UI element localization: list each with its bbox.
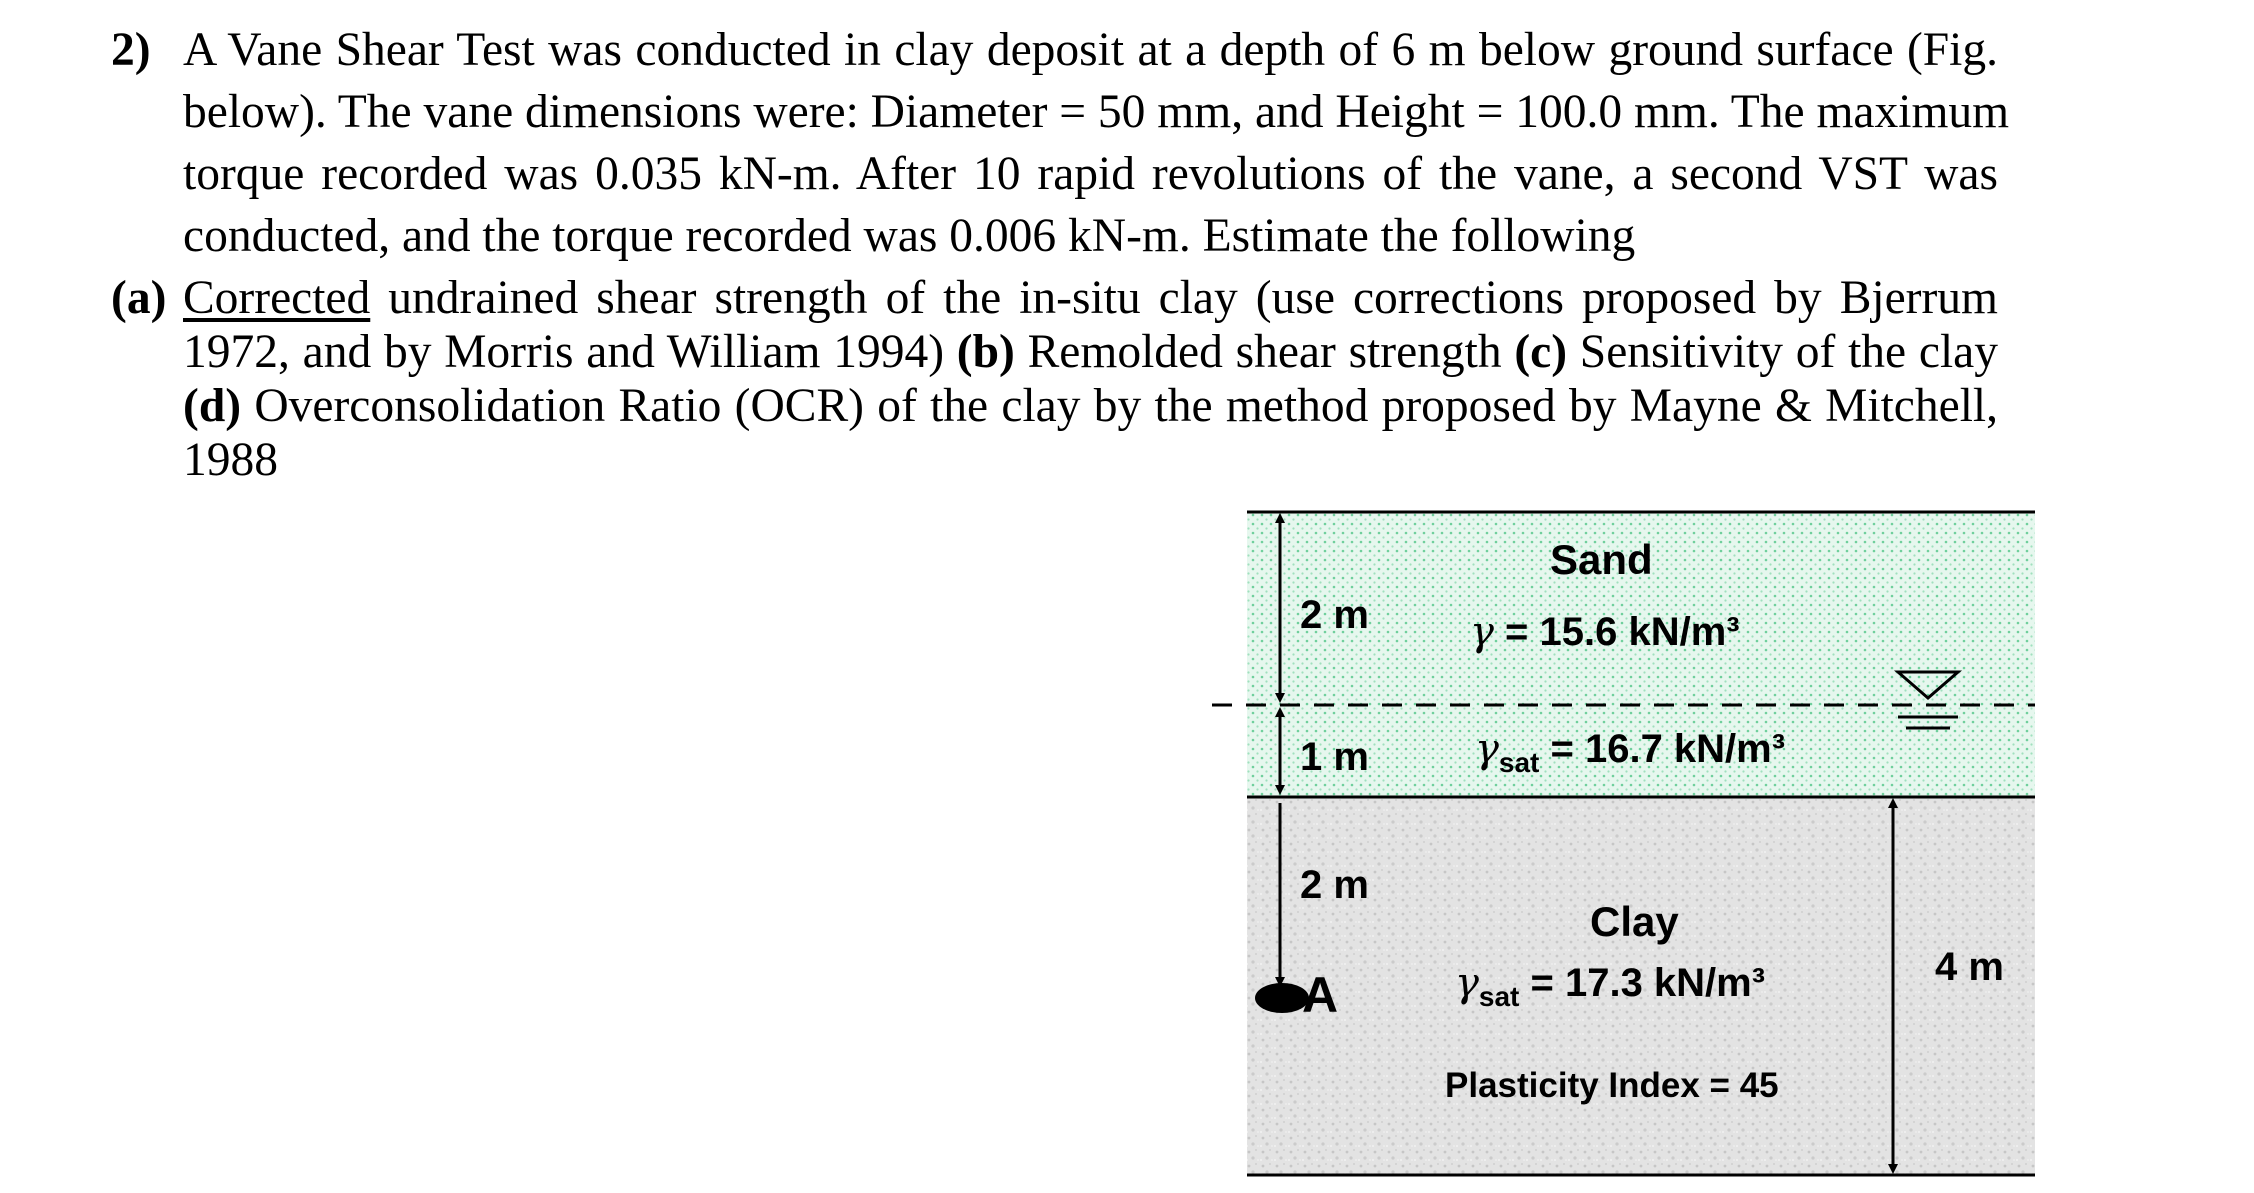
gamma-symbol: γ bbox=[1475, 726, 1499, 772]
statement-line-2: below). The vane dimensions were: Diameter = 50 mm, and Height = 100.0 mm. The maximum bbox=[183, 86, 2010, 138]
statement-line-1: A Vane Shear Test was conducted in clay deposit at a depth of 6 m below ground surface (Fig. bbox=[183, 24, 1998, 76]
statement-line-4: conducted, and the torque recorded was 0.006 kN-m. Estimate the following bbox=[183, 210, 1636, 262]
gamma-symbol: γ bbox=[1455, 960, 1479, 1006]
part-d-text: Overconsolidation Ratio (OCR) of the clay by the method proposed by Mayne & Mitchell, bbox=[241, 380, 1998, 432]
dim-label-mid: 1 m bbox=[1300, 735, 1369, 779]
point-a-label: A bbox=[1302, 967, 1339, 1023]
sand-label: Sand bbox=[1550, 536, 1653, 583]
dim-label-top: 2 m bbox=[1300, 593, 1369, 637]
corrected-word: Corrected bbox=[183, 272, 371, 324]
sand-gamma-value: = 15.6 kN/m³ bbox=[1493, 610, 1740, 654]
part-a-label: (a) bbox=[111, 272, 167, 324]
part-c-label: (c) bbox=[1514, 326, 1568, 378]
plasticity-index: Plasticity Index = 45 bbox=[1445, 1066, 1779, 1105]
part-b-text: Remolded shear strength bbox=[1014, 326, 1515, 378]
sat-subscript: sat bbox=[1478, 981, 1520, 1012]
part-d-label: (d) bbox=[183, 380, 242, 432]
statement-line-3: torque recorded was 0.035 kN-m. After 10 rapid revolutions of the vane, a second VST was bbox=[183, 148, 1998, 200]
dim-label-right: 4 m bbox=[1935, 945, 2004, 989]
dim-label-clay: 2 m bbox=[1300, 863, 1369, 907]
part-a-text: undrained shear strength of the in-situ clay (use corrections proposed by Bjerrum bbox=[370, 272, 1998, 324]
point-a-marker bbox=[1255, 983, 1309, 1013]
part-b-label: (b) bbox=[956, 326, 1015, 378]
sat-subscript: sat bbox=[1498, 747, 1540, 778]
question-number: 2) bbox=[111, 24, 151, 76]
clay-gamma-sat-value: = 17.3 kN/m³ bbox=[1519, 961, 1766, 1005]
sand-gamma-sat-value: = 16.7 kN/m³ bbox=[1539, 727, 1786, 771]
sand-unit-weight bbox=[1470, 609, 1740, 655]
part-a-text-2: 1972, and by Morris and William 1994) bbox=[183, 326, 957, 378]
part-d-year: 1988 bbox=[183, 434, 278, 486]
gamma-symbol: γ bbox=[1470, 609, 1494, 655]
clay-label: Clay bbox=[1590, 898, 1679, 945]
part-c-text: Sensitivity of the clay bbox=[1567, 326, 1998, 378]
